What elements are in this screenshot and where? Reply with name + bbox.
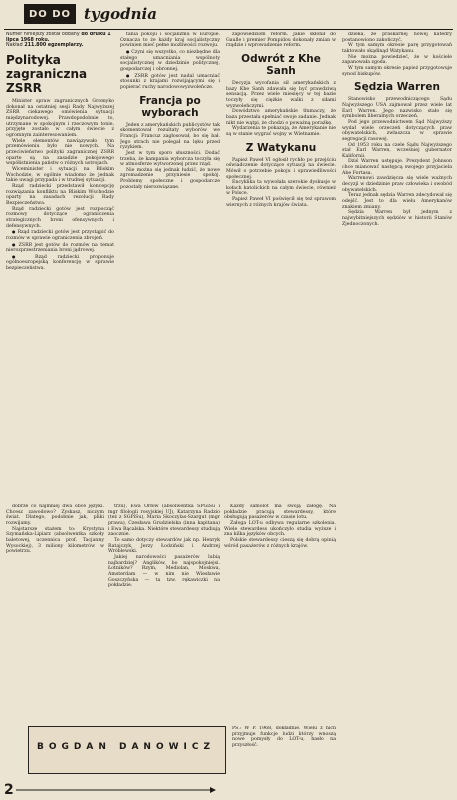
article-paragraph: Sędzia Warren był jednym z najwybitniejszych sędziów w historii Stanów Zjednoczonych. — [342, 210, 452, 227]
article-paragraph: zapowiedziom reform. Jakie skłonił do Gaulle i premier Pompidou dokonały zmian w rządzie i wprowadzenie reform. — [226, 32, 336, 49]
article-paragraph: Załoga LOT-u odbywa regularne szkolenia. Wiele stewardess ukończyło studia wyższe i zna kilka języków obcych. — [224, 520, 336, 538]
bullet-paragraph: ● ZSRR jest gotów do rozmów na temat nierozprzestrzeniania broni jądrowej. — [6, 242, 114, 254]
article-paragraph: tania pokoju i socjalizmu w Europie. Oznacza to że każdy kraj socjalistyczny powinien mieć pełne możliwości rozwoju. — [120, 32, 220, 49]
column-1 — [6, 32, 114, 502]
issue-meta — [6, 32, 114, 49]
article-paragraph: To samo dotyczy stewardów jak np. Henryk Ratajczyk, Jerzy Łodziński i Andrzej Wróblewski. — [108, 537, 220, 555]
logo: DO DO — [24, 4, 76, 24]
article-paragraph: Stanowisko przewodniczącego Sądu Najwyższego USA zajmował przez wiele lat Earl Warren. Jego nazwisko stało się symbolem liberalnych orzeczeń. — [342, 97, 452, 120]
article-paragraph: Decyzja wycofania sił amerykańskich z bazy Khe Sanh zdawała się być prawdziwą sensacją. Przez wiele miesięcy w tej bazie toczyły się ciężkie walki z siłami wyzwoleńczymi. — [226, 80, 336, 109]
issue-value: do druku 1 lipca 1968 roku. — [6, 32, 111, 43]
article-paragraph: Pod jego przewodnictwem Sąd Najwyższy wydał wiele orzeczeń dotyczących praw obywatelskich, zwłaszcza w sprawie segregacji rasowej. — [342, 119, 452, 142]
headline-francja: Francja po wyborach — [139, 94, 201, 119]
article-paragraph: Wiele elementów nawiązywało tym przemówieniu było nie nowych. Na przeciwieństwo polityki zagranicznej ZSRR oparte są na zasadzie pokojowego współistnienia państw o różnych ustrojach. — [6, 138, 114, 167]
headline-zsrr: Polityka zagraniczna ZSRR — [6, 53, 88, 96]
article-paragraph: Dziś Warren ustępuje. Prezydent Johnson chce mianować następcą swojego przyjaciela Abe Fortasa. — [342, 159, 452, 176]
print-label: Nakład — [6, 43, 23, 49]
column-4 — [342, 32, 452, 800]
article-paragraph: Od 1953 roku na czele Sądu Najwyższego stał Earl Warren, wcześniej gubernator Kalifornii. — [342, 142, 452, 159]
top-rule — [4, 29, 453, 30]
article-paragraph: dobrze co najmniej dwa obce języki. Chcesz zawodowo? Zyskasz, niczym świat. Dlatego, podobnie jak, pliki rozwijamy. — [6, 504, 104, 526]
column-5 — [6, 504, 104, 722]
page-number: 2 — [4, 782, 14, 798]
article-paragraph: Wiceminister i sytuacji na Bliskim Wschodzie, w ogólnie wiadomo że jednak takie uwagi przypada i w trudnej sytuacji. — [6, 166, 114, 184]
bullet-paragraph: ● Rząd radziecki gotów jest przystąpić do rozmów w sprawie ograniczenia zbrojeń. — [6, 229, 114, 241]
article-paragraph: Papież Paweł VI ogłosił rychło po przejściu oświadczenie dotyczące sytuacji na świecie. Mówił o potrzebie pokoju i sprawiedliwości społecznej. — [226, 157, 336, 180]
article-paragraph: W tym samym okresie parę przygotowań taktowało skądinąd Watykanu. — [342, 43, 452, 54]
column-3 — [226, 32, 336, 502]
bullet-paragraph: ● ZSRR gotów jest nadal umacniać stosunki z krajami rozwijającymi się i popierać ruchy narodowowyzwoleńcze. — [120, 73, 220, 91]
column-2 — [120, 32, 220, 502]
headline-warren: Sędzia Warren — [354, 81, 440, 94]
headline-khe-sanh: Odwrót z Khe Sanh — [241, 52, 321, 77]
bullet-paragraph: ● Rząd radziecki proponuje ogólnoeuropejską konferencję w sprawie bezpieczeństwa. — [6, 254, 114, 272]
issue-label: Numer niniejszy został oddany — [6, 32, 80, 37]
masthead — [4, 4, 453, 26]
article-paragraph: Rząd radziecki gotów jest rozpocząć rozmowy dotyczące ograniczenia strategicznych broni ofensywnych i defensywnych. — [6, 206, 114, 229]
article-paragraph: Nie można powiedzieć, że w kościele zapanowała zgoda. — [342, 54, 452, 66]
article-paragraph: Wydarzenia te pokazują, że Amerykanie nie są w stanie wygrać wojny w Wietnamie. — [226, 126, 336, 137]
article-paragraph: Minister spraw zagranicznych Gromyko dokonał na ostatniej sesji Rady Najwyższej ZSRR ciekawego omówienia sytuacji międzynarodowej. Prawdopodobnie to, utrzymane w spokojnym i rzeczowym tonie, przyjęte zostało w całym świecie z ogromnym zainteresowaniem. — [6, 99, 114, 139]
article-paragraph: Jeden z amerykańskich publicystów tak skomentował rezultaty wyborów we Francji: Francuz zagłosował, bo się bał. Jego strach nie polegał na lęku przed ryzykiem. — [120, 122, 220, 151]
article-paragraph: Nie można się jednak łudzić, że nowe zgromadzenie przyniesie spokój. Problemy społeczne i gospodarcze pozostały nierozwiązane. — [120, 167, 220, 190]
article-paragraph: Teraz jednak sędzia Warren zdecydował się odejść. Jest to dla wielu Amerykanów znakiem zmiany. — [342, 193, 452, 210]
article-paragraph: Każdy samolot ma swoją załogę. Na pokładzie pracują stewardessy, które obsługują pasażerów w czasie lotu. — [224, 504, 336, 521]
column-6 — [108, 504, 220, 722]
author-signature-box — [28, 726, 226, 774]
article-paragraph: Encyklika ta wywołała szerokie dyskusje w kołach katolickich na całym świecie, również w Polsce. — [226, 180, 336, 197]
article-paragraph: trzu), Ewa Orłow (absolwentka SPGiSu i mgr filologii rosyjskiej UJ), Katarzyna Radzio (też z SGPiSu), Maria Skoczylas-Szargut (mgr prawa), Czesława Grudzielska (inna kapitana) i Ewa Bącalska. Niektóre stewardessy studiują zaocznie. — [108, 504, 220, 538]
article-paragraph: Jakiej narodowości pasażerów lubią najbardziej? Anglików, bo najspokojniejsi. Łotników? Rzym, Mediolan, Moskwa, Amsterdam — w nim nie Wiesławie Goszczyńska — ta tzw. rękawiczki na pokładzie. — [108, 554, 220, 589]
page-arrow-icon — [16, 787, 216, 793]
bullet-paragraph: ● Czyni się wszystko, co niezbędne dla stałego umacniania wspólnoty socjalistycznej w dziedzinie politycznej, gospodarczej i obronnej. — [120, 49, 220, 73]
postscript: PS.: W P. 1968, dokładnie. Wielu z nich przyjmuje funkcje ludzi którzy wnoszą nowe pomysły do LOT-u, hasło na przyszłość. — [232, 726, 336, 748]
article-paragraph: W tym samym okresie papież przygotowuje synod biskupów. — [342, 65, 452, 77]
column-7 — [224, 504, 336, 722]
print-value: 211.800 egzemplarzy. — [24, 43, 84, 49]
article-paragraph: Dowództwo amerykańskie tłumaczy, że baza przestała spełniać swoje zadanie. Jednak nikt nie wątpi, że chodzi o poważną porażkę. — [226, 109, 336, 126]
article-paragraph: Najstarsze stażem to: Krystyna Szymańska-Lipiarz (absolwentka szkoły baletowej, uczennica prof. Tacjanny Wysockiej), 3 miliony kilometrów w powietrzu. — [6, 526, 104, 555]
article-paragraph: Jest w tym sporo słuszności. Dodać trzeba, że kampania wyborcza toczyła się w atmosferze wytworzonej przez rząd. — [120, 150, 220, 168]
article-paragraph: dzieka, że praskarnej nowej katedry postanowiono zakończyć. — [342, 32, 452, 43]
article-paragraph: Papież Paweł VI poświęcił się też sprawom wiernych z różnych krajów świata. — [226, 197, 336, 208]
author-name: BOGDAN DANOWICZ — [37, 742, 216, 752]
section-title: tygodnia — [84, 5, 157, 23]
article-paragraph: Polskie stewardessy cieszą się dobrą opinią wśród pasażerów z różnych krajów. — [224, 537, 336, 549]
headline-watykan: Z Watykanu — [245, 141, 317, 154]
article-paragraph: Rząd radziecki przedstawił koncepcję rozwiązania konfliktu na Bliskim Wschodzie oparty na zasadach rezolucji Rady Bezpieczeństwa. — [6, 183, 114, 206]
article-paragraph: Warrenowi zawdzięcza się wiele ważnych decyzji w dziedzinie praw człowieka i swobód obywatelskich. — [342, 176, 452, 193]
